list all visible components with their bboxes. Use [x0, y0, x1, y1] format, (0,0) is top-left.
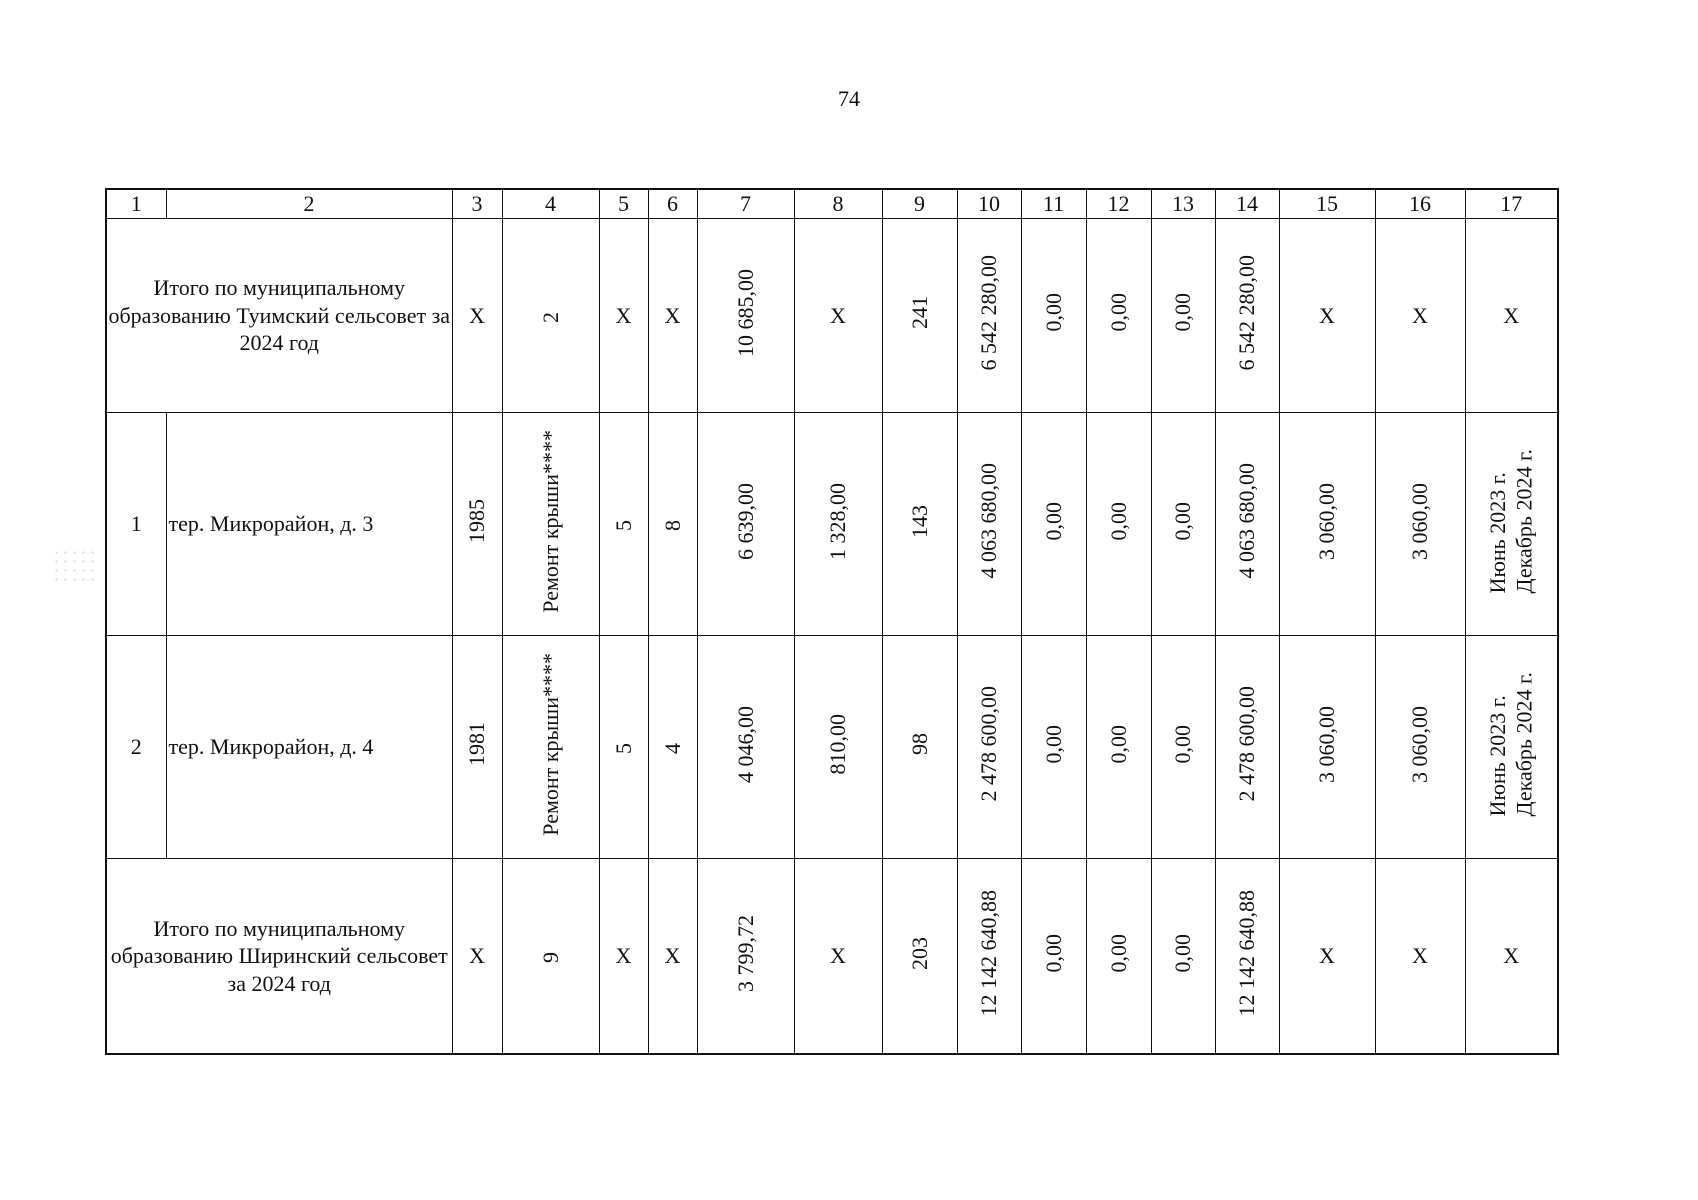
scan-artifact [52, 548, 96, 586]
cell-text: 10 685,00 [732, 268, 758, 357]
cell-text: 0,00 [1105, 501, 1131, 541]
cell-text: 6 542 280,00 [1234, 254, 1260, 371]
cell-text: 0,00 [1105, 933, 1131, 973]
col-header: 17 [1465, 189, 1558, 219]
table-cell [697, 636, 794, 859]
address-cell: тер. Микрорайон, д. 4 [166, 636, 452, 859]
table-cell [957, 219, 1021, 413]
cell-text: 3 799,72 [732, 914, 758, 992]
col-header: 3 [452, 189, 502, 219]
table-cell [1086, 859, 1151, 1055]
cell-text: 3 060,00 [1314, 705, 1340, 783]
total-label: Итого по муниципальному образованию Туимский сельсовет за 2024 год [106, 219, 452, 413]
table-cell [1086, 219, 1151, 413]
cell-text: 203 [906, 936, 932, 970]
table-cell [1279, 413, 1375, 636]
address-cell: тер. Микрорайон, д. 3 [166, 413, 452, 636]
col-header: 16 [1375, 189, 1465, 219]
date-range [1485, 449, 1538, 593]
table-cell [1279, 636, 1375, 859]
cell-text: 4 046,00 [732, 705, 758, 783]
cell-text: 0,00 [1170, 501, 1196, 541]
table-cell [452, 413, 502, 636]
col-header: 5 [599, 189, 648, 219]
table-cell: X [648, 859, 697, 1055]
table-cell [1151, 413, 1215, 636]
table-cell [794, 413, 882, 636]
table-cell [1151, 219, 1215, 413]
column-number-row [106, 189, 1558, 219]
total-label: Итого по муниципальному образованию Ширинский сельсовет за 2024 год [106, 859, 452, 1055]
table-cell [452, 636, 502, 859]
table-cell [1215, 413, 1279, 636]
cell-text: 0,00 [1170, 933, 1196, 973]
table-cell: X [794, 219, 882, 413]
table-cell [648, 636, 697, 859]
cell-text: 2 478 600,00 [1234, 686, 1260, 802]
cell-text: 0,00 [1105, 293, 1131, 332]
repair-program-table [105, 188, 1559, 1055]
cell-text: 5 [610, 743, 636, 754]
cell-text: 3 060,00 [1407, 482, 1433, 560]
table-cell [599, 636, 648, 859]
cell-text: 6 639,00 [732, 482, 758, 560]
cell-text: Ремонт крыши**** [537, 429, 563, 613]
table-cell [1215, 859, 1279, 1055]
col-header: 7 [697, 189, 794, 219]
table-cell [502, 859, 599, 1055]
table-cell: X [599, 859, 648, 1055]
col-header: 6 [648, 189, 697, 219]
table-cell: X [794, 859, 882, 1055]
table-cell [1375, 413, 1465, 636]
total-row-shirin [106, 859, 1558, 1055]
col-header: 1 [106, 189, 166, 219]
cell-text: 0,00 [1170, 724, 1196, 764]
col-header: 10 [957, 189, 1021, 219]
cell-text: 241 [906, 296, 932, 329]
table-cell [502, 413, 599, 636]
table-cell: X [1375, 859, 1465, 1055]
col-header: 9 [882, 189, 957, 219]
table-cell [1021, 219, 1086, 413]
table-cell: X [452, 219, 502, 413]
col-header: 13 [1151, 189, 1215, 219]
cell-text: 5 [610, 520, 636, 531]
row-number: 1 [106, 413, 166, 636]
cell-text: 98 [906, 733, 932, 755]
cell-text: 6 542 280,00 [976, 254, 1002, 371]
cell-text: 0,00 [1040, 501, 1066, 541]
cell-text: 3 060,00 [1407, 705, 1433, 783]
cell-text: 9 [537, 952, 563, 963]
table-cell [1465, 413, 1558, 636]
table-cell: X [599, 219, 648, 413]
cell-text: 4 063 680,00 [1234, 463, 1260, 579]
cell-text: 12 142 640,88 [976, 889, 1002, 1017]
date-start: Июнь 2023 г. [1484, 472, 1510, 594]
table-cell [697, 219, 794, 413]
col-header: 11 [1021, 189, 1086, 219]
table-cell: X [452, 859, 502, 1055]
table-row [106, 636, 1558, 859]
col-header: 14 [1215, 189, 1279, 219]
table-cell: X [1465, 219, 1558, 413]
table-cell [599, 413, 648, 636]
cell-text: 0,00 [1105, 724, 1131, 764]
table-cell [1375, 636, 1465, 859]
table-cell [957, 413, 1021, 636]
date-range [1485, 672, 1538, 816]
table-cell [1151, 636, 1215, 859]
cell-text: Ремонт крыши**** [537, 652, 563, 836]
table-cell: X [1465, 859, 1558, 1055]
table-cell [1465, 636, 1558, 859]
table-cell [882, 636, 957, 859]
table-cell [697, 859, 794, 1055]
table-cell [794, 636, 882, 859]
cell-text: 2 [537, 311, 563, 323]
table-row [106, 413, 1558, 636]
date-start: Июнь 2023 г. [1484, 695, 1510, 817]
page-number: 74 [838, 86, 860, 111]
table-cell [1021, 413, 1086, 636]
table-cell [1021, 636, 1086, 859]
cell-text: 2 478 600,00 [976, 686, 1002, 802]
col-header: 8 [794, 189, 882, 219]
date-end: Декабрь 2024 г. [1511, 671, 1537, 817]
col-header: 2 [166, 189, 452, 219]
table-cell: X [1375, 219, 1465, 413]
table-cell [957, 636, 1021, 859]
table-cell [957, 859, 1021, 1055]
table-cell [697, 413, 794, 636]
cell-text: 4 [659, 743, 685, 754]
col-header: 12 [1086, 189, 1151, 219]
cell-text: 1 328,00 [825, 482, 851, 560]
table-cell: X [648, 219, 697, 413]
cell-text: 0,00 [1040, 933, 1066, 973]
table-cell [882, 413, 957, 636]
table-cell [502, 636, 599, 859]
table-cell: X [1279, 859, 1375, 1055]
table-cell [1086, 636, 1151, 859]
table-cell [1151, 859, 1215, 1055]
table-cell: X [1279, 219, 1375, 413]
table-cell [882, 219, 957, 413]
cell-text: 810,00 [825, 713, 851, 775]
cell-text: 143 [906, 504, 932, 538]
cell-text: 3 060,00 [1314, 482, 1340, 560]
col-header: 15 [1279, 189, 1375, 219]
table-cell [502, 219, 599, 413]
cell-text: 0,00 [1170, 293, 1196, 332]
cell-text: 4 063 680,00 [976, 463, 1002, 579]
table-cell [1086, 413, 1151, 636]
date-end: Декабрь 2024 г. [1511, 448, 1537, 594]
col-header: 4 [502, 189, 599, 219]
table-cell [1021, 859, 1086, 1055]
total-row-tuim [106, 219, 1558, 413]
cell-text: 1981 [464, 722, 490, 766]
table-cell [882, 859, 957, 1055]
cell-text: 1985 [464, 499, 490, 543]
cell-text: 0,00 [1040, 293, 1066, 332]
table-cell [648, 413, 697, 636]
row-number: 2 [106, 636, 166, 859]
cell-text: 0,00 [1040, 724, 1066, 764]
table-cell [1215, 219, 1279, 413]
cell-text: 12 142 640,88 [1234, 889, 1260, 1017]
table-cell [1215, 636, 1279, 859]
cell-text: 8 [659, 520, 685, 531]
